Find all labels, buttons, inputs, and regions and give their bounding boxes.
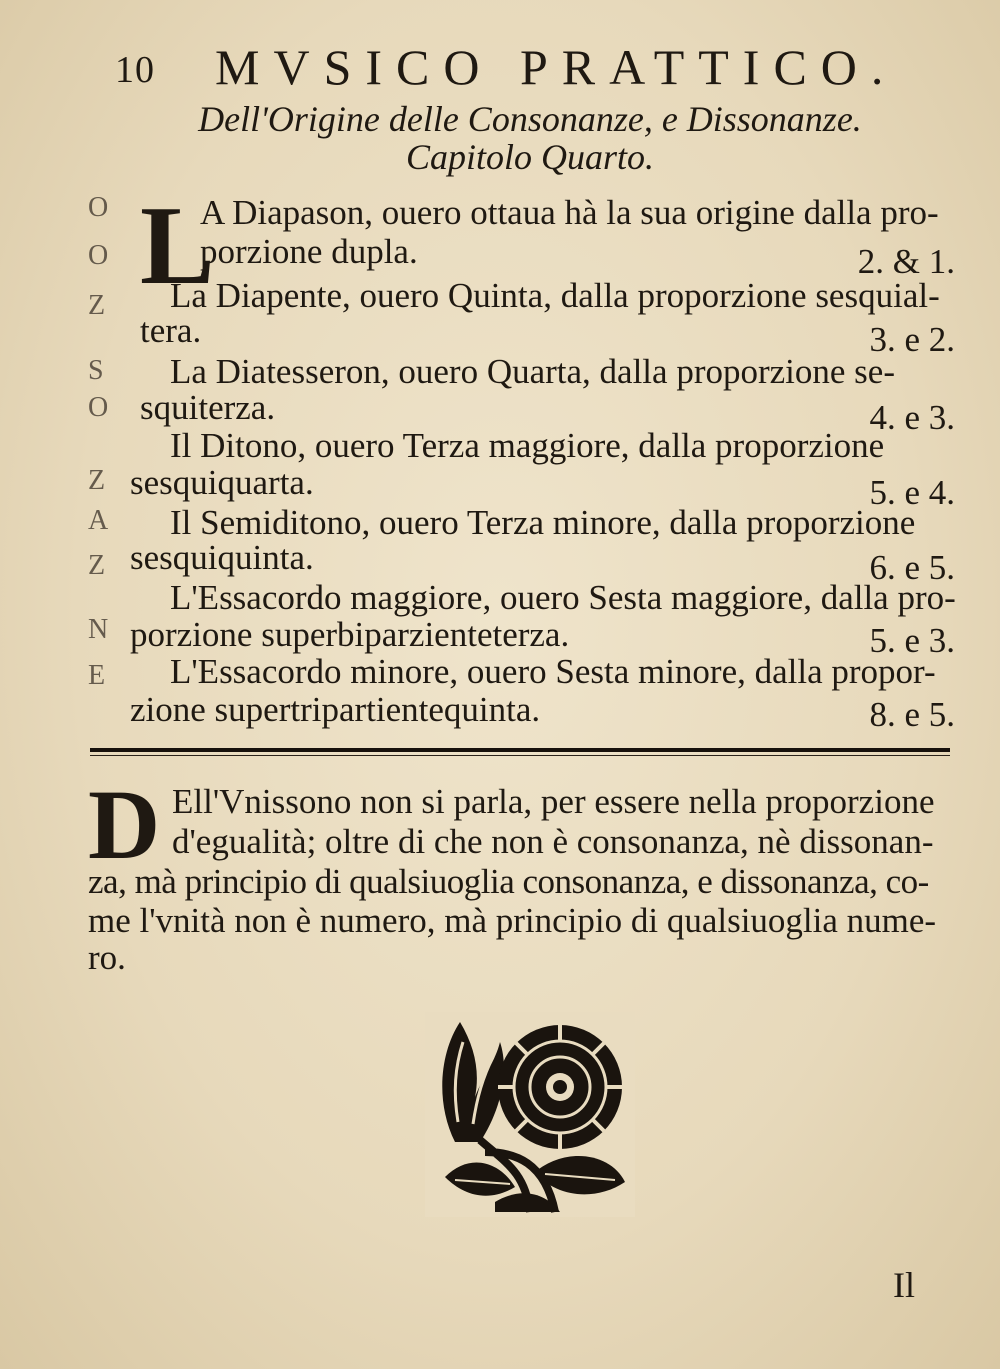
list-line: Il Ditono, ouero Terza maggiore, dalla proporzione [170, 426, 885, 465]
list-line: L'Essacordo minore, ouero Sesta minore, dalla propor- [170, 652, 936, 691]
bleed-letter: Z [88, 465, 106, 496]
ratio-value: 2. & 1. [857, 242, 955, 281]
ratio-value: 8. e 5. [869, 695, 955, 734]
list-line: La Diapente, ouero Quinta, dalla proporzione sesquial- [170, 276, 940, 315]
paragraph-line: za, mà principio di qualsiuoglia consonanza, e dissonanza, co- [88, 862, 929, 901]
ratio-value: 5. e 4. [869, 473, 955, 512]
paragraph-line: ro. [88, 938, 126, 977]
bleed-letter: N [88, 614, 109, 645]
list-line: porzione superbiparzienteterza. [130, 615, 570, 654]
catchword: Il [893, 1265, 915, 1305]
chapter-number: Capitolo Quarto. [405, 137, 655, 177]
bleed-letter: O [88, 192, 109, 223]
list-line: porzione dupla. [200, 232, 418, 271]
paragraph-line: d'egualità; oltre di che non è consonanza, nè dissonan- [172, 822, 934, 861]
list-line: La Diatesseron, ouero Quarta, dalla proporzione se- [170, 352, 895, 391]
ratio-value: 3. e 2. [869, 320, 955, 359]
list-line: Il Semiditono, ouero Terza minore, dalla proporzione [170, 503, 916, 542]
list-line: zione supertripartientequinta. [130, 690, 541, 729]
paragraph-line: me l'vnità non è numero, mà principio di qualsiuoglia nume- [88, 901, 937, 940]
bleed-letter: E [88, 660, 106, 691]
bleed-letter: S [88, 355, 104, 386]
ratio-value: 4. e 3. [869, 398, 955, 437]
list-line: sesquiquarta. [130, 463, 314, 502]
drop-cap-l: L [140, 184, 215, 308]
list-line: L'Essacordo maggiore, ouero Sesta maggiore, dalla pro- [170, 578, 956, 617]
drop-cap-d: D [88, 769, 161, 880]
list-line: tera. [140, 311, 202, 350]
ratio-value: 5. e 3. [869, 621, 955, 660]
section-rule [90, 748, 950, 756]
floral-woodcut-ornament [425, 1012, 635, 1217]
bleed-letter: Z [88, 290, 106, 321]
running-head: MVSICO PRATTICO. [215, 39, 898, 95]
page-number: 10 [115, 49, 155, 91]
bleed-letter: O [88, 392, 109, 423]
paragraph-line: Ell'Vnissono non si parla, per essere nella proporzione [172, 782, 935, 821]
ratio-value: 6. e 5. [869, 548, 955, 587]
bleed-letter: O [88, 240, 109, 271]
list-line: A Diapason, ouero ottaua hà la sua origine dalla pro- [200, 193, 939, 232]
bleed-letter: Z [88, 550, 106, 581]
list-line: squiterza. [140, 388, 276, 427]
list-line: sesquiquinta. [130, 538, 314, 577]
bleed-letter: A [88, 505, 109, 536]
chapter-title: Dell'Origine delle Consonanze, e Dissonanze. [198, 99, 862, 139]
